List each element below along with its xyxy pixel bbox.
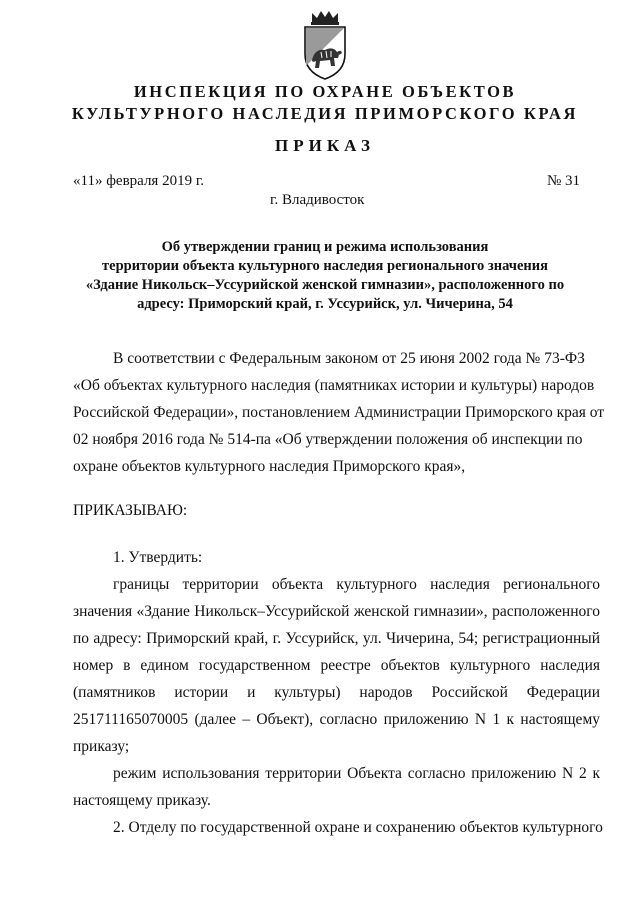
preamble-line: Российской Федерации», постановлением Администрации Приморского края от — [73, 404, 605, 421]
org-name-line-1: ИНСПЕКЦИЯ ПО ОХРАНЕ ОБЪЕКТОВ — [133, 82, 517, 101]
body-line: настоящему приказу. — [73, 792, 211, 809]
body-line: 2. Отделу по государственной охране и сохранению объектов культурного — [113, 819, 603, 836]
title-line: территории объекта культурного наследия регионального значения — [102, 258, 548, 274]
body-line: номер в едином государственном реестре объектов культурного наследия — [73, 657, 600, 674]
preamble-line: 02 ноября 2016 года № 514-па «Об утверждении положения об инспекции по — [73, 431, 583, 448]
coat-of-arms-icon — [300, 8, 350, 82]
order-word: ПРИКАЗЫВАЮ: — [73, 502, 188, 519]
preamble-paragraph — [73, 345, 605, 480]
preamble-line: «Об объектах культурного наследия (памятниках истории и культуры) народов — [73, 377, 595, 394]
preamble-line: охране объектов культурного наследия Приморского края», — [73, 458, 466, 475]
body-line: 251711165070005 (далее – Объект), согласно приложению N 1 к настоящему — [73, 711, 600, 728]
body-line: режим использования территории Объекта согласно приложению N 2 к — [113, 765, 600, 782]
title-line: Об утверждении границ и режима использования — [161, 239, 489, 255]
document-type: ПРИКАЗ — [275, 136, 375, 155]
body-line: приказу; — [73, 738, 130, 755]
body-line: (памятников истории и культуры) народов Российской Федерации — [73, 684, 600, 701]
body-line: по адресу: Приморский край, г. Уссурийск, ул. Чичерина, 54; регистрационный — [73, 630, 600, 647]
preamble-line: В соответствии с Федеральным законом от 25 июня 2002 года № 73-ФЗ — [113, 350, 585, 367]
document-title — [60, 238, 590, 314]
document-number: № 31 — [547, 173, 581, 189]
title-line: адресу: Приморский край, г. Уссурийск, ул. Чичерина, 54 — [137, 296, 513, 312]
title-line: «Здание Никольск–Уссурийской женской гимназии», расположенного по — [85, 277, 565, 293]
org-name-line-2: КУЛЬТУРНОГО НАСЛЕДИЯ ПРИМОРСКОГО КРАЯ — [71, 104, 579, 123]
document-city: г. Владивосток — [270, 192, 365, 208]
body-line: значения «Здание Никольск–Уссурийской женской гимназии», расположенного — [73, 603, 600, 620]
body-line: границы территории объекта культурного наследия регионального — [113, 576, 600, 593]
body-line: 1. Утвердить: — [113, 549, 203, 566]
document-date: «11» февраля 2019 г. — [73, 173, 205, 189]
order-body — [73, 544, 603, 841]
